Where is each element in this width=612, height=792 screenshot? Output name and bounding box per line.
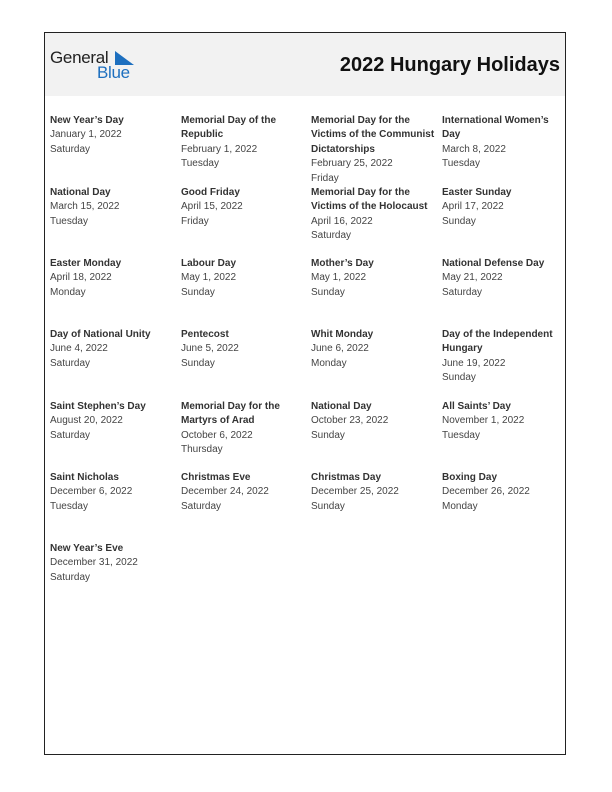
holiday-entry bbox=[442, 471, 568, 514]
holiday-name: Memorial Day of the Republic bbox=[181, 115, 277, 141]
holiday-date: April 16, 2022 bbox=[311, 215, 373, 227]
holiday-weekday: Friday bbox=[181, 215, 209, 227]
holiday-name: Saint Stephen’s Day bbox=[50, 401, 146, 412]
holiday-weekday: Sunday bbox=[442, 215, 476, 227]
holiday-weekday: Saturday bbox=[50, 357, 91, 369]
holiday-weekday: Friday bbox=[311, 172, 339, 184]
holiday-weekday: Sunday bbox=[311, 429, 345, 441]
holiday-weekday: Sunday bbox=[442, 372, 476, 384]
holiday-date: May 1, 2022 bbox=[311, 272, 367, 284]
holiday-entry bbox=[442, 114, 568, 172]
holiday-entry bbox=[181, 257, 307, 300]
holiday-weekday: Tuesday bbox=[442, 158, 480, 170]
holiday-weekday: Tuesday bbox=[50, 215, 88, 227]
holiday-name: Whit Monday bbox=[311, 329, 374, 340]
holiday-weekday: Saturday bbox=[50, 571, 91, 583]
holiday-entry bbox=[50, 114, 176, 157]
holiday-date: December 25, 2022 bbox=[311, 486, 399, 498]
holiday-name: Memorial Day for the Victims of the Communist Dictatorships bbox=[311, 115, 435, 155]
holiday-date: June 4, 2022 bbox=[50, 343, 108, 355]
holiday-entry bbox=[311, 186, 437, 244]
holiday-name: National Day bbox=[311, 401, 372, 412]
holiday-weekday: Sunday bbox=[311, 500, 345, 512]
holiday-weekday: Monday bbox=[311, 357, 347, 369]
holiday-entry bbox=[50, 257, 176, 300]
holiday-date: October 6, 2022 bbox=[181, 429, 253, 441]
holiday-entry bbox=[50, 542, 176, 585]
holiday-entry bbox=[50, 471, 176, 514]
holiday-date: November 1, 2022 bbox=[442, 415, 525, 427]
holiday-entry bbox=[311, 328, 437, 371]
holiday-entry bbox=[442, 400, 568, 443]
holiday-entry bbox=[181, 400, 307, 458]
generalblue-logo bbox=[50, 48, 140, 84]
holiday-date: May 1, 2022 bbox=[181, 272, 237, 284]
holiday-weekday: Tuesday bbox=[50, 500, 88, 512]
holiday-date: August 20, 2022 bbox=[50, 415, 123, 427]
holiday-date: March 8, 2022 bbox=[442, 143, 506, 155]
page-title: 2022 Hungary Holidays bbox=[339, 54, 560, 76]
holiday-name: Day of the Independent Hungary bbox=[442, 329, 553, 355]
holiday-name: All Saints’ Day bbox=[442, 401, 511, 412]
holiday-date: December 26, 2022 bbox=[442, 486, 530, 498]
holiday-name: Memorial Day for the Victims of the Holocaust bbox=[311, 187, 428, 213]
holiday-weekday: Tuesday bbox=[181, 158, 219, 170]
holiday-weekday: Sunday bbox=[181, 286, 215, 298]
holiday-weekday: Monday bbox=[442, 500, 478, 512]
holiday-name: New Year’s Day bbox=[50, 115, 124, 126]
holiday-name: Mother’s Day bbox=[311, 258, 374, 269]
holiday-date: April 17, 2022 bbox=[442, 201, 504, 213]
holiday-weekday: Saturday bbox=[181, 500, 222, 512]
holiday-weekday: Saturday bbox=[311, 230, 352, 242]
holiday-date: May 21, 2022 bbox=[442, 272, 503, 284]
holiday-weekday: Saturday bbox=[442, 286, 483, 298]
holiday-name: Christmas Day bbox=[311, 472, 382, 483]
holiday-name: International Women’s Day bbox=[442, 115, 549, 141]
page-header bbox=[45, 33, 565, 96]
holiday-weekday: Monday bbox=[50, 286, 86, 298]
holiday-date: April 18, 2022 bbox=[50, 272, 112, 284]
holiday-date: January 1, 2022 bbox=[50, 129, 122, 141]
holiday-entry bbox=[50, 186, 176, 229]
holiday-date: June 19, 2022 bbox=[442, 357, 506, 369]
logo-text-blue: Blue bbox=[97, 63, 130, 82]
holiday-name: Pentecost bbox=[181, 329, 229, 340]
holiday-name: Labour Day bbox=[181, 258, 237, 269]
holiday-entry bbox=[442, 257, 568, 300]
holiday-entry bbox=[311, 400, 437, 443]
holiday-entry bbox=[311, 114, 437, 186]
holiday-weekday: Tuesday bbox=[442, 429, 480, 441]
holiday-name: New Year’s Eve bbox=[50, 543, 124, 554]
holiday-date: February 25, 2022 bbox=[311, 158, 393, 170]
holiday-weekday: Saturday bbox=[50, 143, 91, 155]
holiday-name: National Day bbox=[50, 187, 111, 198]
holiday-date: June 5, 2022 bbox=[181, 343, 239, 355]
holiday-name: Memorial Day for the Martyrs of Arad bbox=[181, 401, 280, 427]
holiday-weekday: Saturday bbox=[50, 429, 91, 441]
holiday-entry bbox=[50, 400, 176, 443]
holiday-date: February 1, 2022 bbox=[181, 143, 258, 155]
holiday-entry bbox=[50, 328, 176, 371]
holiday-entry bbox=[311, 471, 437, 514]
holiday-name: Christmas Eve bbox=[181, 472, 251, 483]
holiday-date: June 6, 2022 bbox=[311, 343, 369, 355]
holiday-weekday: Sunday bbox=[311, 286, 345, 298]
holiday-entry bbox=[442, 186, 568, 229]
logo-text-general: General bbox=[50, 48, 109, 67]
holiday-date: December 24, 2022 bbox=[181, 486, 269, 498]
holiday-entry bbox=[181, 328, 307, 371]
holiday-entry bbox=[181, 471, 307, 514]
holiday-weekday: Thursday bbox=[181, 444, 223, 456]
holiday-name: National Defense Day bbox=[442, 258, 545, 269]
holiday-entry bbox=[442, 328, 568, 386]
calendar-page bbox=[44, 32, 566, 755]
holiday-entry bbox=[311, 257, 437, 300]
holiday-date: October 23, 2022 bbox=[311, 415, 389, 427]
holiday-name: Good Friday bbox=[181, 187, 240, 198]
holiday-entry bbox=[181, 186, 307, 229]
holiday-name: Saint Nicholas bbox=[50, 472, 119, 483]
holiday-date: December 6, 2022 bbox=[50, 486, 133, 498]
holiday-entry bbox=[181, 114, 307, 172]
holiday-name: Day of National Unity bbox=[50, 329, 151, 340]
holiday-date: March 15, 2022 bbox=[50, 201, 120, 213]
holiday-name: Easter Monday bbox=[50, 258, 122, 269]
holiday-weekday: Sunday bbox=[181, 357, 215, 369]
holiday-date: December 31, 2022 bbox=[50, 557, 138, 569]
holiday-date: April 15, 2022 bbox=[181, 201, 243, 213]
holiday-name: Boxing Day bbox=[442, 472, 498, 483]
holiday-name: Easter Sunday bbox=[442, 187, 512, 198]
